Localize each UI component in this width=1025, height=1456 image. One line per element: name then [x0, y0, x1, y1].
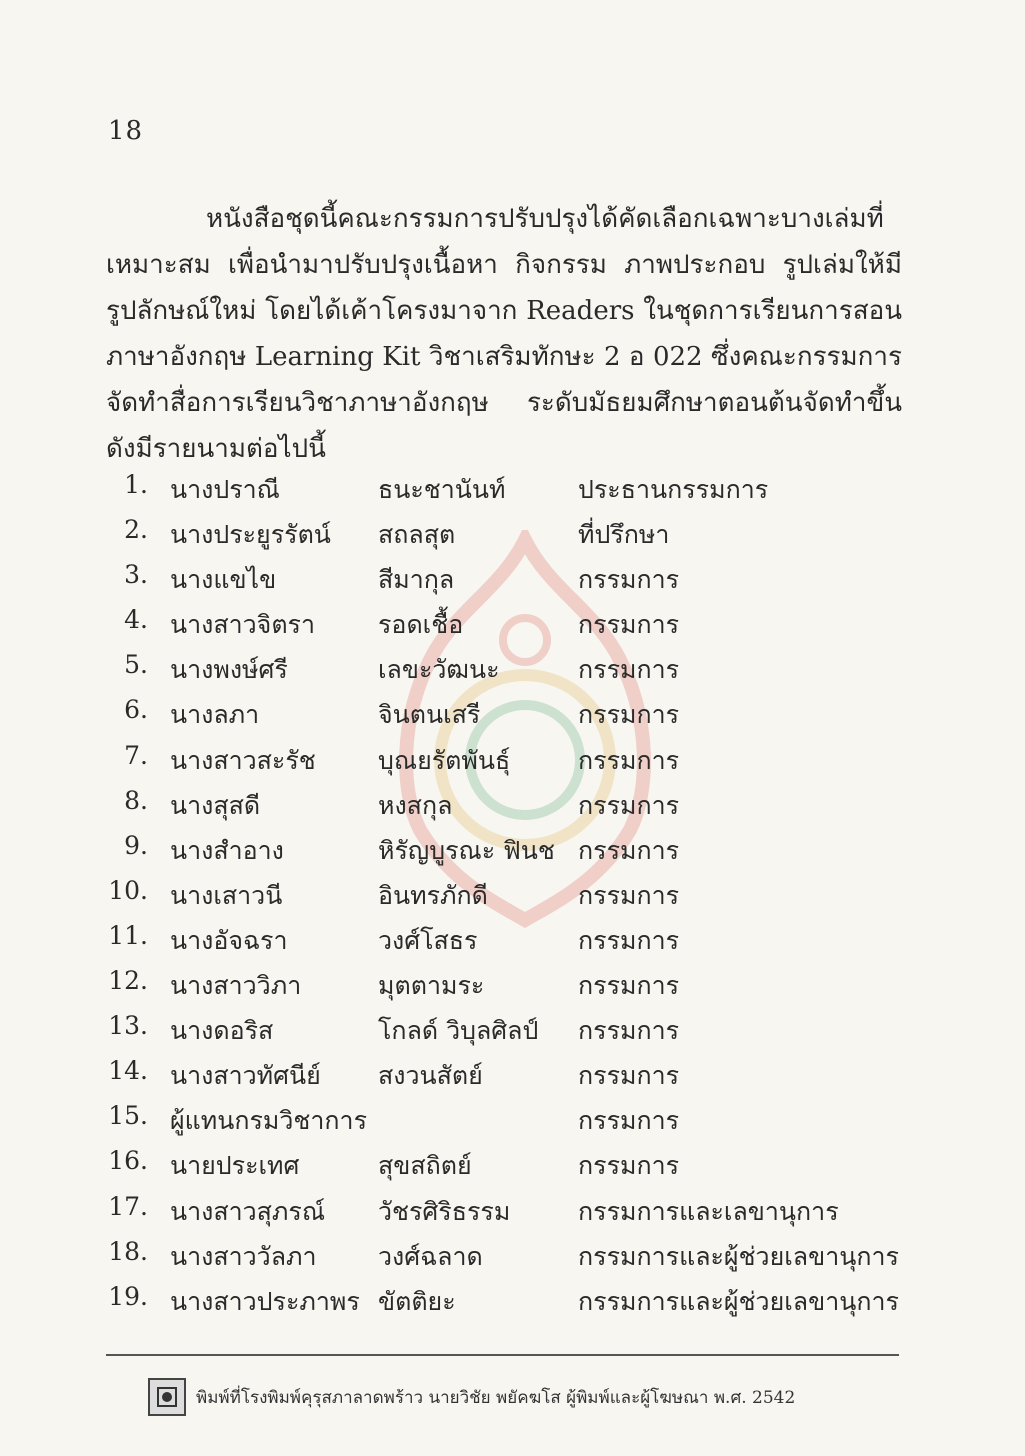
member-number: 7. [124, 740, 148, 770]
member-first-name: ผู้แทนกรมวิชาการ [170, 1106, 368, 1136]
member-number: 6. [124, 695, 148, 725]
page-number: 18 [108, 116, 144, 146]
member-last-name: วงศ์ฉลาด [378, 1241, 483, 1271]
member-role: กรรมการและผู้ช่วยเลขานุการ [578, 1286, 899, 1316]
member-role: กรรมการ [578, 745, 680, 775]
committee-row [106, 560, 906, 605]
member-first-name: นางพงษ์ศรี [170, 655, 288, 685]
committee-row [106, 921, 906, 966]
member-role: กรรมการและผู้ช่วยเลขานุการ [578, 1241, 899, 1271]
member-role: กรรมการ [578, 700, 680, 730]
footer [148, 1378, 795, 1416]
member-number: 16. [108, 1146, 148, 1176]
member-number: 17. [108, 1191, 148, 1221]
committee-row [106, 515, 906, 560]
member-first-name: นางเสาวนี [170, 880, 283, 910]
footer-divider [106, 1354, 899, 1356]
member-first-name: นางดอริส [170, 1016, 274, 1046]
paragraph-line: รูปลักษณ์ใหม่ โดยได้เค้าโครงมาจาก Readers ในชุดการเรียนการสอน [106, 296, 902, 326]
member-last-name: หิรัญบูรณะ ฟินช [378, 835, 555, 865]
committee-row [106, 470, 906, 515]
committee-row [106, 1056, 906, 1101]
member-number: 13. [108, 1011, 148, 1041]
committee-list [106, 470, 906, 1327]
paragraph-line: หนังสือชุดนี้คณะกรรมการปรับปรุงได้คัดเลือกเฉพาะบางเล่มที่ [206, 204, 884, 234]
committee-row [106, 741, 906, 786]
paragraph-line: จัดทำสื่อการเรียนวิชาภาษาอังกฤษ ระดับมัธยมศึกษาตอนต้นจัดทำขึ้น [106, 388, 902, 418]
footer-text: พิมพ์ที่โรงพิมพ์คุรุสภาลาดพร้าว นายวิชัย พยัคฆโส ผู้พิมพ์และผู้โฆษณา พ.ศ. 2542 [196, 1387, 796, 1408]
member-first-name: นางปราณี [170, 475, 280, 504]
committee-row [106, 786, 906, 831]
member-first-name: นางสาวสะรัช [170, 745, 316, 775]
committee-row [106, 650, 906, 695]
committee-row [106, 605, 906, 650]
committee-row [106, 876, 906, 921]
member-last-name: วัชรศิริธรรม [378, 1196, 511, 1226]
committee-row [106, 1282, 906, 1327]
member-first-name: นางสาวจิตรา [170, 610, 316, 640]
member-last-name: โกลด์ วิบุลศิลป์ [378, 1016, 539, 1046]
member-last-name: บุณยรัตพันธุ์ [378, 745, 511, 775]
member-number: 12. [108, 966, 148, 996]
member-role: ประธานกรรมการ [578, 475, 769, 504]
member-number: 10. [108, 875, 148, 905]
member-role: กรรมการ [578, 655, 680, 685]
member-role: กรรมการ [578, 1151, 680, 1181]
member-last-name: มุตตามระ [378, 971, 485, 1001]
paragraph-line: ภาษาอังกฤษ Learning Kit วิชาเสริมทักษะ 2 อ 022 ซึ่งคณะกรรมการ [106, 342, 902, 372]
member-first-name: นายประเทศ [170, 1151, 300, 1181]
member-first-name: นางประยูรรัตน์ [170, 520, 331, 550]
member-role: กรรมการ [578, 610, 680, 640]
member-role: กรรมการ [578, 925, 680, 955]
member-first-name: นางสาวสุภรณ์ [170, 1196, 326, 1226]
committee-row [106, 1101, 906, 1146]
member-role: กรรมการ [578, 971, 680, 1001]
committee-row [106, 1237, 906, 1282]
member-first-name: นางอัจฉรา [170, 925, 288, 955]
member-first-name: นางสุสดี [170, 790, 261, 820]
member-last-name: จินตนเสรี [378, 700, 481, 730]
committee-row [106, 831, 906, 876]
member-number: 3. [124, 560, 148, 590]
member-first-name: นางสำอาง [170, 835, 284, 865]
member-number: 9. [124, 830, 148, 860]
committee-row [106, 1146, 906, 1191]
member-number: 18. [108, 1236, 148, 1266]
member-number: 19. [108, 1281, 148, 1311]
member-last-name: ธนะชานันท์ [378, 475, 506, 504]
member-number: 11. [108, 920, 148, 950]
member-last-name: เลขะวัฒนะ [378, 655, 500, 685]
member-role: กรรมการ [578, 880, 680, 910]
member-last-name: อินทรภักดี [378, 880, 488, 910]
member-number: 14. [108, 1056, 148, 1086]
member-role: กรรมการ [578, 565, 680, 595]
member-first-name: นางสาวทัศนีย์ [170, 1061, 321, 1091]
member-first-name: นางสาวประภาพร [170, 1286, 360, 1316]
member-number: 4. [124, 605, 148, 635]
member-number: 15. [108, 1101, 148, 1131]
paragraph-line: เหมาะสม เพื่อนำมาปรับปรุงเนื้อหา กิจกรรม ภาพประกอบ รูปเล่มให้มี [106, 250, 902, 280]
member-role: กรรมการ [578, 1016, 680, 1046]
member-role: กรรมการ [578, 790, 680, 820]
member-last-name: รอดเชื้อ [378, 610, 464, 640]
member-role: กรรมการ [578, 835, 680, 865]
paragraph-line: ดังมีรายนามต่อไปนี้ [106, 434, 326, 464]
member-role: ที่ปรึกษา [578, 520, 670, 550]
member-first-name: นางลภา [170, 700, 260, 730]
member-first-name: นางแขไข [170, 565, 277, 595]
member-last-name: สงวนสัตย์ [378, 1061, 483, 1091]
member-first-name: นางสาววิภา [170, 971, 302, 1001]
press-logo-icon [148, 1378, 186, 1416]
member-last-name: สุขสถิตย์ [378, 1151, 472, 1181]
committee-row [106, 1011, 906, 1056]
committee-row [106, 1192, 906, 1237]
member-last-name: สถลสุต [378, 520, 456, 550]
committee-row [106, 695, 906, 740]
member-role: กรรมการและเลขานุการ [578, 1196, 839, 1226]
member-number: 8. [124, 785, 148, 815]
member-role: กรรมการ [578, 1061, 680, 1091]
member-number: 5. [124, 650, 148, 680]
member-last-name: วงศ์โสธร [378, 925, 478, 955]
member-number: 2. [124, 515, 148, 545]
committee-row [106, 966, 906, 1011]
member-number: 1. [124, 470, 148, 499]
intro-paragraph [106, 196, 902, 472]
member-first-name: นางสาววัลภา [170, 1241, 317, 1271]
member-last-name: หงสกุล [378, 790, 453, 820]
member-role: กรรมการ [578, 1106, 680, 1136]
member-last-name: ขัตติยะ [378, 1286, 456, 1316]
member-last-name: สีมากุล [378, 565, 455, 595]
